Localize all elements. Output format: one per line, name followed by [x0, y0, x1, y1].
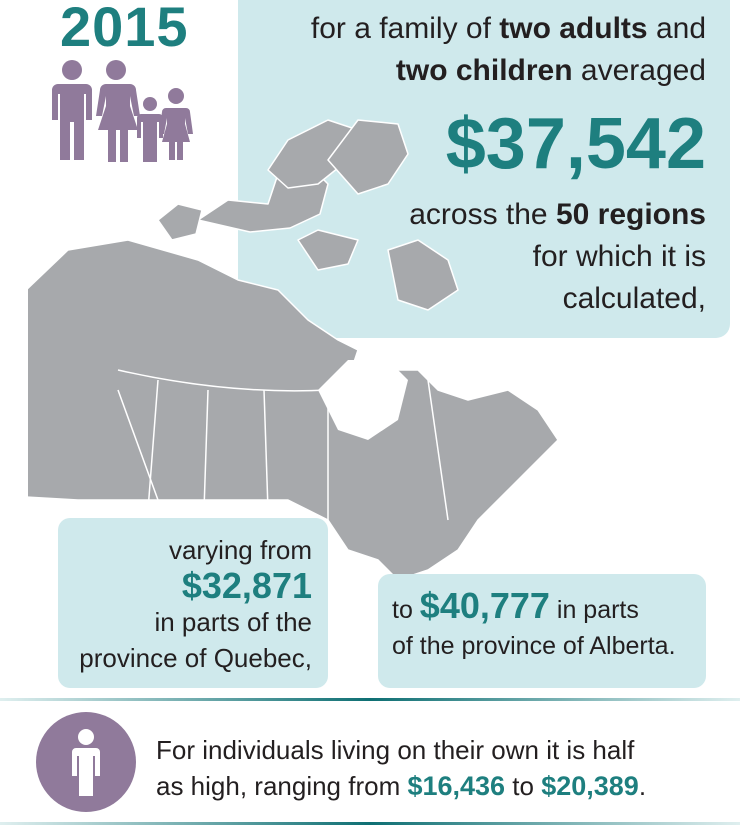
- summary-line-2: two children averaged: [395, 54, 706, 87]
- section-divider-bottom: [0, 822, 740, 825]
- minimum-line-3: in parts of the: [154, 607, 312, 637]
- average-amount: $37,542: [445, 104, 706, 184]
- maximum-text: [392, 585, 676, 664]
- summary-line-6: calculated,: [562, 282, 706, 315]
- maximum-line-1: to $40,777 in parts: [392, 585, 639, 626]
- individual-low-amount: $16,436: [407, 771, 506, 801]
- minimum-line-4: province of Quebec,: [79, 643, 312, 673]
- individuals-line-2: as high, ranging from $16,436 to $20,389.: [156, 771, 647, 801]
- individuals-line-1: For individuals living on their own it is half: [156, 735, 635, 765]
- minimum-line-1: varying from: [168, 535, 312, 565]
- person-icon: [36, 712, 136, 812]
- year-heading: 2015: [60, 0, 189, 58]
- minimum-text: [58, 532, 312, 676]
- summary-line-1: for a family of two adults and: [310, 12, 706, 45]
- individual-high-amount: $20,389: [541, 771, 639, 801]
- maximum-line-2: of the province of Alberta.: [392, 632, 676, 660]
- canada-map: [28, 100, 628, 580]
- summary-line-4: across the 50 regions: [409, 198, 706, 231]
- summary-line-5: for which it is: [532, 240, 706, 273]
- person-icon-circle: [36, 712, 136, 812]
- minimum-amount: $32,871: [181, 565, 312, 606]
- maximum-amount: $40,777: [419, 585, 550, 626]
- section-divider-top: [0, 698, 740, 701]
- individuals-text: [156, 732, 646, 804]
